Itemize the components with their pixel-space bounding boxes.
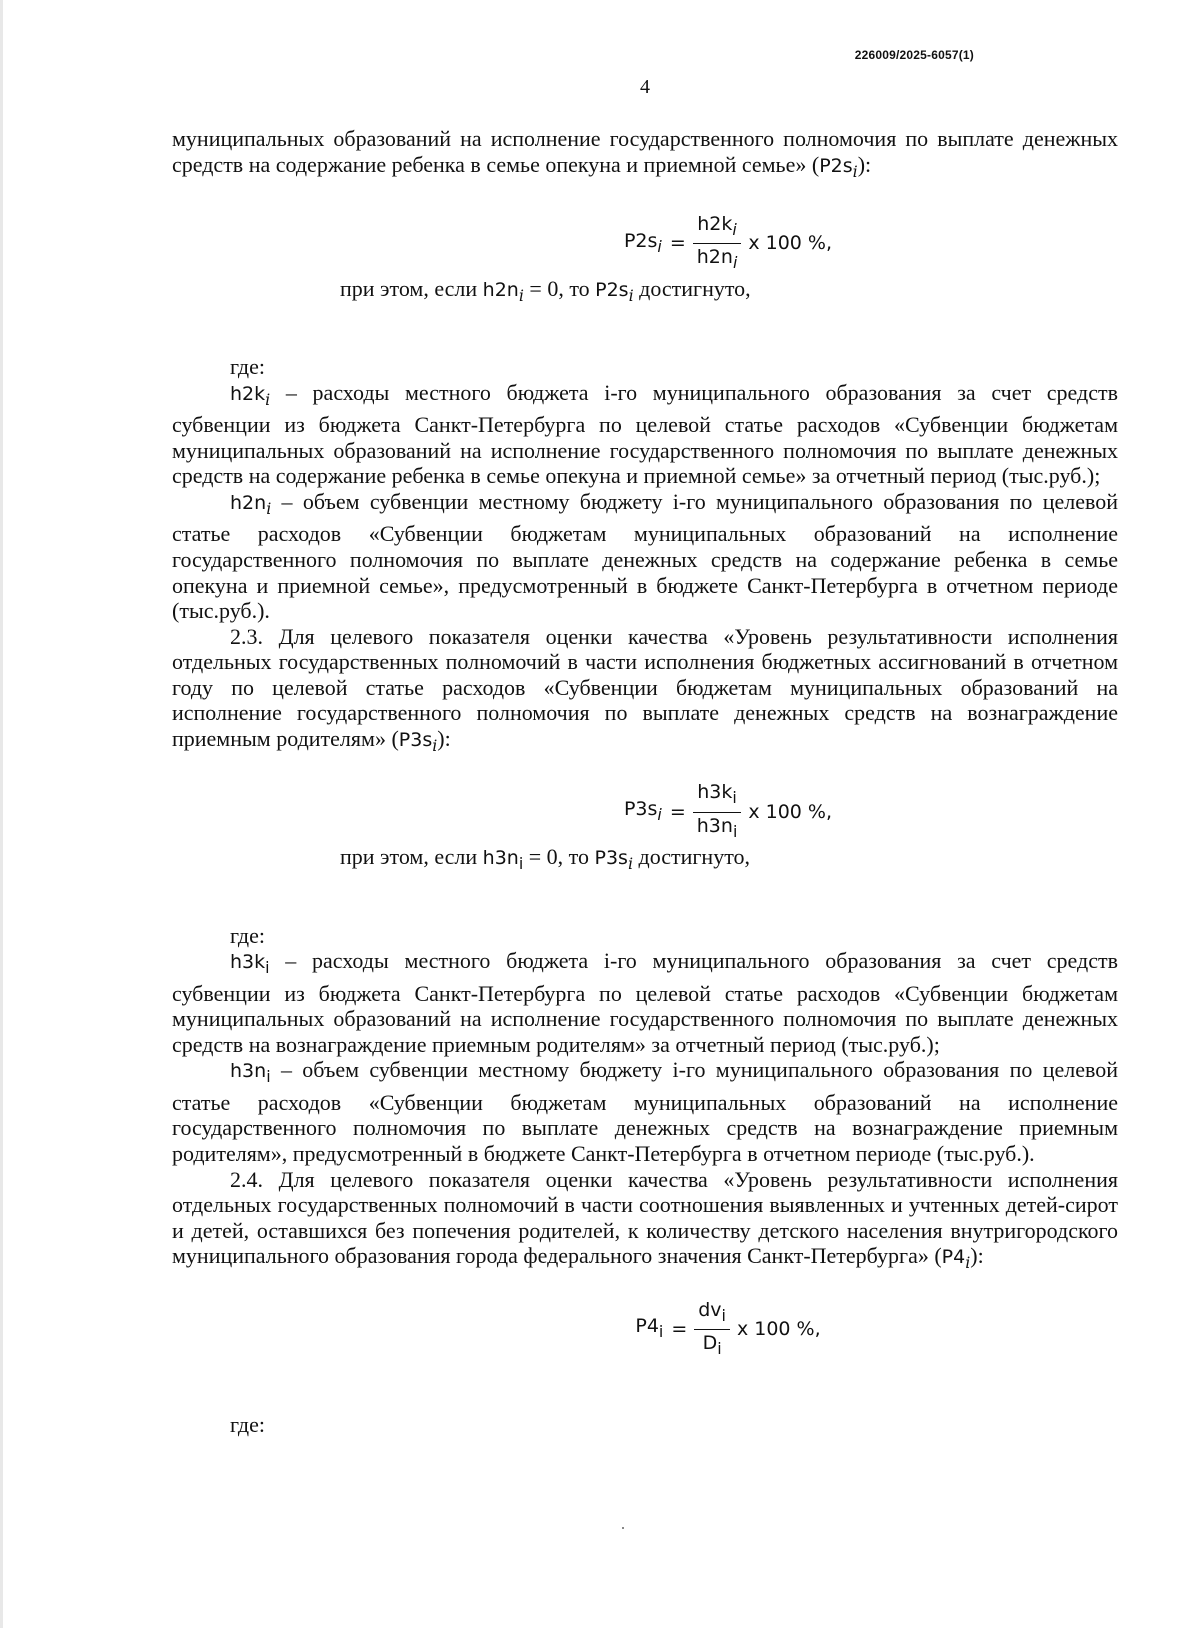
formula-fraction: $\frac{h2k_i}{h2n_i}$ [693, 212, 742, 276]
formula-p2s: $P2s_i$ = $\frac{h2k_i}{h2n_i}$ x 100 %, [172, 212, 1118, 276]
section-2-3-paragraph: 2.3. Для целевого показателя оценки качества «Уровень результативности исполнения отдельных государственных полномочий в части исполнения бюджетных ассигнований в отчетном году по целевой статье расходов «Субвенции бюджетам муниципальных образований на исполнение государственного полномочия по выплате денежных средств на вознаграждение приемным родителям» $(P3s_i)$: [172, 623, 1118, 755]
formula-condition: при этом, если $h2n_i = 0$, то $P2s_i$ достигнуто, [340, 275, 751, 305]
document-number: 226009/2025-6057(1) [854, 48, 974, 62]
definition-h3k: $h3k_i$ – расходы местного бюджета i-го муниципального образования за счет средств субвенции из бюджета Санкт-Петербурга по целевой статье расходов «Субвенции бюджетам муниципальных образований на исполнение государственного полномочия по выплате денежных средств на вознаграждение приемным родителям» за отчетный период (тыс.руб.); [172, 948, 1118, 1057]
document-body [172, 126, 1118, 1437]
scan-edge [0, 0, 3, 1628]
intro-paragraph: муниципальных образований на исполнение государственного полномочия по выплате денежных средств на содержание ребенка в семье опекуна и приемной семье» $(P2s_i)$: [172, 126, 1118, 181]
definition-h2n: $h2n_i$ – объем субвенции местному бюджету i-го муниципального образования по целевой статье расходов «Субвенции бюджетам муниципальных образований на исполнение государственного полномочия по выплате денежных средств на содержание ребенка в семье опекуна и приемной семье», предусмотренный в бюджете Санкт-Петербурга в отчетном периоде (тыс.руб.). [172, 488, 1118, 624]
formula-fraction: $\frac{dv_i}{D_i}$ [694, 1298, 730, 1362]
formula-p4: $P4_i$ = $\frac{dv_i}{D_i}$ x 100 %, [172, 1298, 1118, 1362]
formula-condition: при этом, если $h3n_i = 0$, то $P3s_i$ достигнуто, [340, 844, 751, 874]
formula-p3s: $P3s_i$ = $\frac{h3k_i}{h3n_i}$ x 100 %, [172, 780, 1118, 844]
intro-variable: $P2s_i$ [819, 154, 858, 181]
formula-lhs: $P3s_i$ [623, 798, 662, 824]
page-number: 4 [640, 76, 650, 98]
definition-h2k: $h2k_i$ – расходы местного бюджета i-го муниципального образования за счет средств субвенции из бюджета Санкт-Петербурга по целевой статье расходов «Субвенции бюджетам муниципальных образований на исполнение государственного полномочия по выплате денежных средств на содержание ребенка в семье опекуна и приемной семье» за отчетный период (тыс.руб.); [172, 379, 1118, 489]
section-2-4-paragraph: 2.4. Для целевого показателя оценки качества «Уровень результативности исполнения отдельных государственных полномочий в части соотношения выявленных и учтенных детей-сирот и детей, оставшихся без попечения родителей, к количеству детского населения внутригородского муниципального образования города федерального значения Санкт-Петербурга» $(P4_i)$: [172, 1166, 1118, 1273]
where-label: где: [230, 354, 265, 380]
scan-speck [622, 1527, 624, 1529]
where-label: где: [230, 922, 265, 948]
where-label: где: [230, 1411, 265, 1437]
formula-lhs: $P2s_i$ [623, 229, 662, 256]
formula-fraction: $\frac{h3k_i}{h3n_i}$ [693, 780, 742, 844]
formula-lhs: $P4_i$ [635, 1315, 664, 1342]
definition-h3n: $h3n_i$ – объем субвенции местному бюджету i-го муниципального образования по целевой статье расходов «Субвенции бюджетам муниципальных образований на исполнение государственного полномочия по выплате денежных средств на вознаграждение приемным родителям», предусмотренный в бюджете Санкт-Петербурга в отчетном периоде (тыс.руб.). [172, 1057, 1118, 1166]
